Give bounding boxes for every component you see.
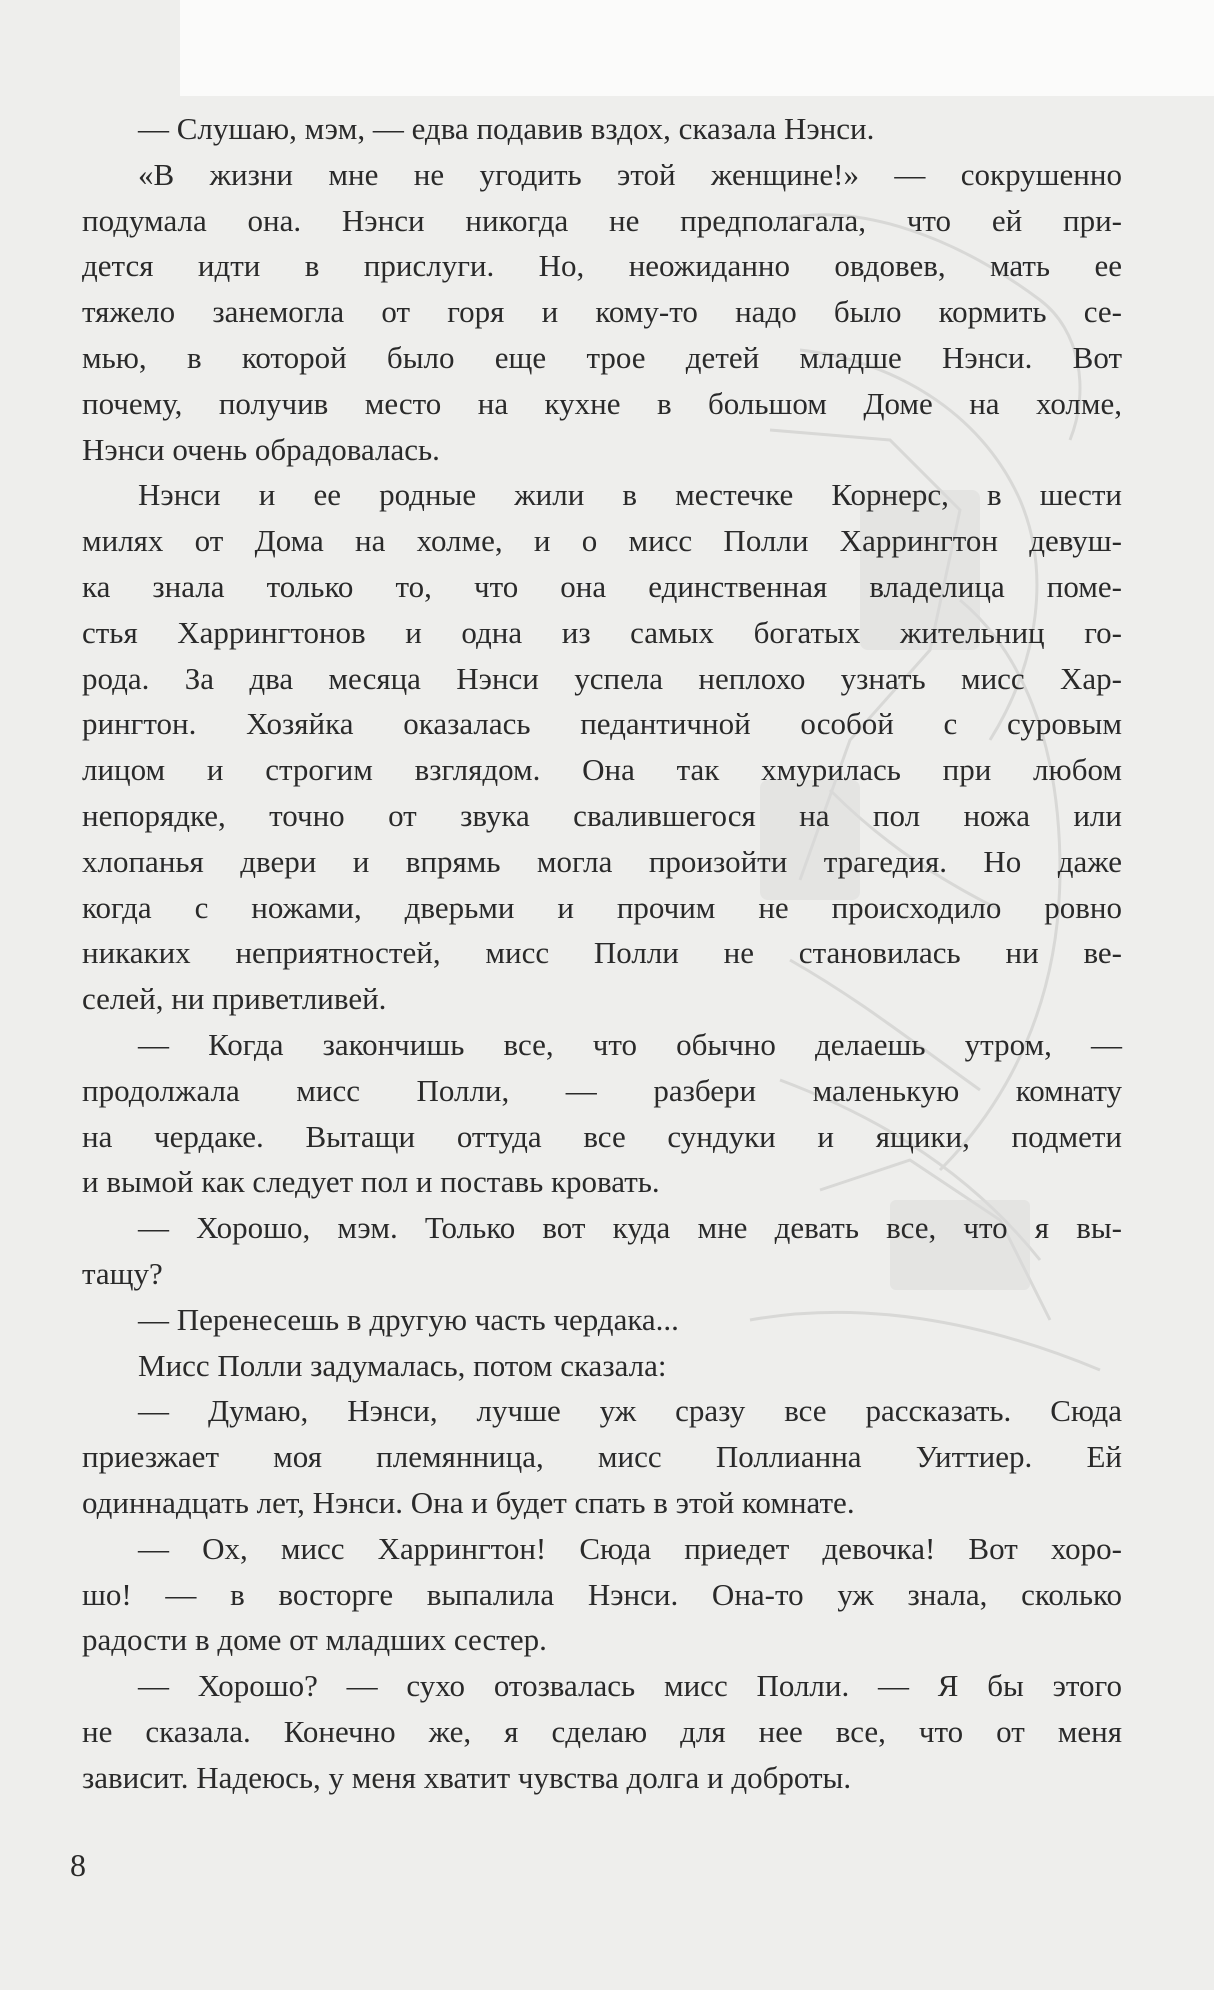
text-line: подумала она. Нэнси никогда не предполагала, что ей при-: [82, 202, 1122, 238]
text-line: лицом и строгим взглядом. Она так хмурилась при любом: [82, 752, 1122, 788]
text-line: на чердаке. Вытащи оттуда все сундуки и ящики, подмети: [82, 1118, 1122, 1154]
page-text: [82, 106, 1122, 1800]
text-line: Нэнси очень обрадовалась.: [82, 431, 440, 467]
text-line: тащу?: [82, 1255, 163, 1291]
text-line: — Перенесешь в другую часть чердака...: [138, 1301, 679, 1337]
text-line: милях от Дома на холме, и о мисс Полли Харрингтон девуш-: [82, 523, 1122, 559]
text-line: продолжала мисс Полли, — разбери маленькую комнату: [82, 1072, 1122, 1108]
text-line: приезжает моя племянница, мисс Поллианна Уиттиер. Ей: [82, 1439, 1122, 1475]
text-line: ка знала только то, что она единственная владелица поме-: [82, 568, 1122, 604]
text-line: — Ох, мисс Харрингтон! Сюда приедет девочка! Вот хоро-: [138, 1530, 1122, 1566]
text-line: рода. За два месяца Нэнси успела неплохо узнать мисс Хар-: [82, 660, 1122, 696]
text-line: тяжело занемогла от горя и кому-то надо было кормить се-: [82, 294, 1122, 330]
text-line: шо! — в восторге выпалила Нэнси. Она-то уж знала, сколько: [82, 1576, 1122, 1612]
text-line: рингтон. Хозяйка оказалась педантичной особой с суровым: [82, 706, 1122, 742]
text-line: непорядке, точно от звука свалившегося на пол ножа или: [82, 797, 1122, 833]
text-line: когда с ножами, дверьми и прочим не происходило ровно: [82, 889, 1122, 925]
text-line: — Слушаю, мэм, — едва подавив вздох, сказала Нэнси.: [138, 111, 875, 146]
text-line: мью, в которой было еще трое детей младше Нэнси. Вот: [82, 339, 1122, 375]
text-line: одиннадцать лет, Нэнси. Она и будет спать в этой комнате.: [82, 1484, 855, 1520]
text-line: и вымой как следует пол и поставь кровать.: [82, 1164, 660, 1200]
text-line: не сказала. Конечно же, я сделаю для нее все, что от меня: [82, 1713, 1122, 1749]
text-line: — Хорошо? — сухо отозвалась мисс Полли. — Я бы этого: [138, 1668, 1122, 1704]
text-line: — Хорошо, мэм. Только вот куда мне девать все, что я вы-: [138, 1210, 1122, 1246]
page-number: 8: [70, 1847, 86, 1883]
text-line: радости в доме от младших сестер.: [82, 1622, 547, 1658]
text-line: — Думаю, Нэнси, лучше уж сразу все рассказать. Сюда: [138, 1393, 1122, 1429]
text-line: «В жизни мне не угодить этой женщине!» — сокрушенно: [138, 156, 1122, 192]
text-line: стья Харрингтонов и одна из самых богатых жительниц го-: [82, 614, 1122, 650]
text-line: никаких неприятностей, мисс Полли не становилась ни ве-: [82, 935, 1122, 971]
text-line: зависит. Надеюсь, у меня хватит чувства долга и доброты.: [82, 1759, 852, 1795]
text-line: дется идти в прислуги. Но, неожиданно овдовев, мать ее: [82, 248, 1122, 284]
text-line: хлопанья двери и впрямь могла произойти трагедия. Но даже: [82, 843, 1122, 879]
text-line: селей, ни приветливей.: [82, 981, 387, 1017]
text-line: почему, получив место на кухне в большом Доме на холме,: [82, 385, 1122, 421]
text-line: Нэнси и ее родные жили в местечке Корнерс, в шести: [138, 477, 1122, 513]
text-line: — Когда закончишь все, что обычно делаешь утром, —: [138, 1026, 1122, 1062]
text-line: Мисс Полли задумалась, потом сказала:: [138, 1347, 667, 1383]
page-top-strip: [180, 0, 1214, 96]
